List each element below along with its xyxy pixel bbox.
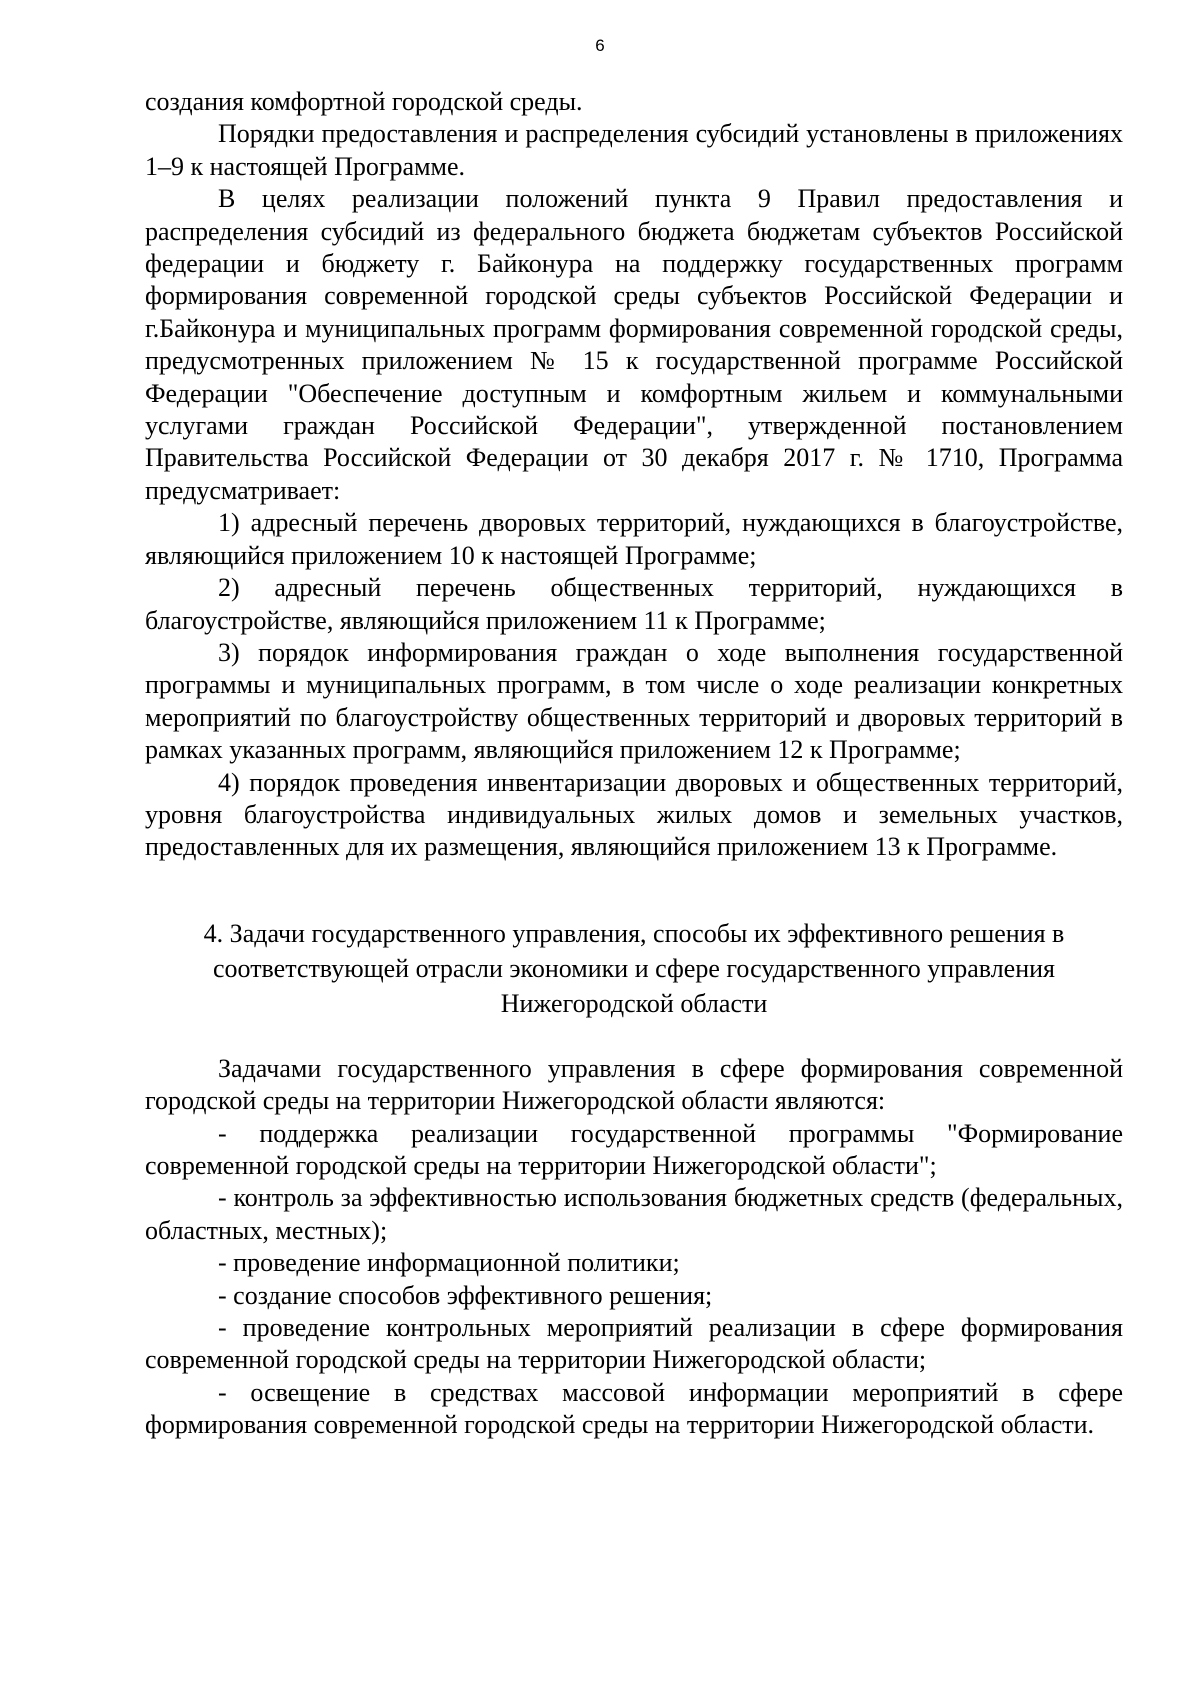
task-item-inspections: - проведение контрольных мероприятий реализации в сфере формирования современной городской среды на территории Нижегородской области; [145, 1313, 1123, 1375]
list-item-1: 1) адресный перечень дворовых территорий, нуждающихся в благоустройстве, являющийся приложением 10 к настоящей Программе; [145, 508, 1123, 570]
section-heading-line-1: 4. Задачи государственного управления, способы их эффективного решения в [203, 918, 1065, 948]
list-item-2: 2) адресный перечень общественных территорий, нуждающихся в благоустройстве, являющийся приложением 11 к Программе; [145, 573, 1123, 635]
list-item-3: 3) порядок информирования граждан о ходе выполнения государственной программы и муниципальных программ, в том числе о ходе реализации конкретных мероприятий по благоустройству общественных территорий и дворовых территорий в рамках указанных программ, являющийся приложением 12 к Программе; [145, 637, 1123, 765]
task-item-info-policy: - проведение информационной политики; [218, 1248, 680, 1278]
task-item-solutions: - создание способов эффективного решения; [218, 1280, 713, 1310]
paragraph-tasks-intro: Задачами государственного управления в сфере формирования современной городской среды на территории Нижегородской области являются: [145, 1053, 1123, 1116]
list-item-4: 4) порядок проведения инвентаризации дворовых и общественных территорий, уровня благоустройства индивидуальных жилых домов и земельных участков, предоставленных для их размещения, являющийся приложением 13 к Программе. [145, 767, 1123, 862]
page-number: 6 [595, 36, 605, 55]
section-heading [145, 916, 1123, 1021]
paragraph-continuation: создания комфортной городской среды. [145, 87, 583, 116]
task-item-control: - контроль за эффективностью использования бюджетных средств (федеральных, областных, местных); [145, 1183, 1123, 1245]
paragraph-subsidy-procedures: Порядки предоставления и распределения субсидий установлены в приложениях 1–9 к настоящей Программе. [145, 119, 1123, 181]
paragraph-program-provisions: В целях реализации положений пункта 9 Правил предоставления и распределения субсидий из федерального бюджета бюджетам субъектов Российской федерации и бюджету г. Байконура на поддержку государственных программ формирования современной городской среды субъектов Российской Федерации и г.Байконура и муниципальных программ формирования современной городской среды, предусмотренных приложением № 15 к государственной программе Российской Федерации "Обеспечение доступным и комфортным жильем и коммунальными услугами граждан Российской Федерации", утвержденной постановлением Правительства Российской Федерации от 30 декабря 2017 г. № 1710, Программа предусматривает: [145, 184, 1123, 505]
section-heading-line-2: соответствующей отрасли экономики и сфере государственного управления [213, 953, 1055, 983]
section-heading-line-3: Нижегородской области [500, 988, 768, 1018]
task-item-support: - поддержка реализации государственной программы "Формирование современной городской среды на территории Нижегородской области"; [145, 1118, 1123, 1180]
document-body [145, 86, 1123, 1442]
task-item-media: - освещение в средствах массовой информации мероприятий в сфере формирования современной городской среды на территории Нижегородской области. [145, 1377, 1123, 1440]
